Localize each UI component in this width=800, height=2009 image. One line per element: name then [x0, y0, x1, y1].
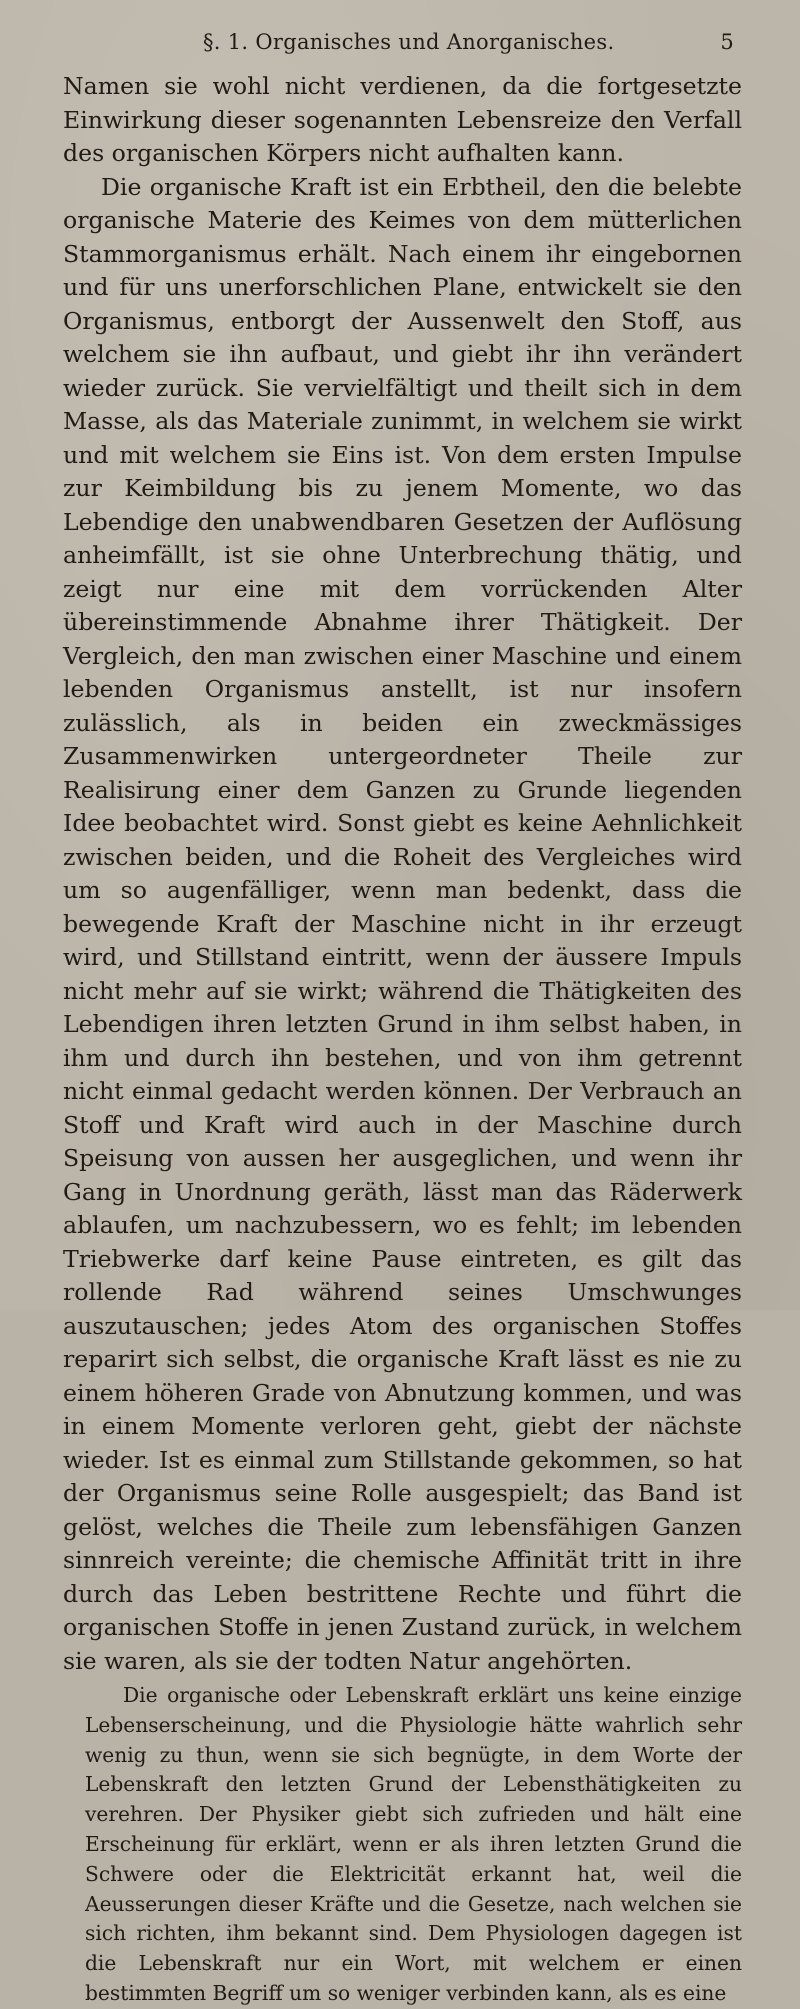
small-print-text — [63, 1681, 742, 2009]
paragraph-life-force: Die organische oder Lebenskraft erklärt uns keine einzige Lebenserscheinung, und die Physiologie hätte wahrlich sehr wenig zu thun, wenn sie sich begnügte, in dem Worte der Lebenskraft den letzten Grund der Lebensthätigkeiten zu verehren. Der Physiker giebt sich zufrieden und hält eine Erscheinung für erklärt, wenn er als ihren letzten Grund die Schwere oder die Elektricität erkannt hat, weil die Aeusserungen dieser Kräfte und die Gesetze, nach welchen sie sich richten, ihm bekannt sind. Dem Physiologen dagegen ist die Lebenskraft nur ein Wort, mit welchem er einen bestimmten Begriff um so weniger verbinden kann, als es eine — [85, 1683, 742, 2005]
paragraph-organic-force: Die organische Kraft ist ein Erbtheil, den die belebte organische Materie des Keimes von dem mütterlichen Stammorganismus erhält. Nach einem ihr eingebornen und für uns unerforschlichen Plane, entwickelt sie den Organismus, entborgt der Aussenwelt den Stoff, aus welchem sie ihn aufbaut, und giebt ihr ihn verändert wieder zurück. Sie vervielfältigt und theilt sich in dem Masse, als das Materiale zunimmt, in welchem sie wirkt und mit welchem sie Eins ist. Von dem ersten Impulse zur Keimbildung bis zu jenem Momente, wo das Lebendige den unabwendbaren Gesetzen der Auflösung anheimfällt, ist sie ohne Unterbrechung thätig, und zeigt nur eine mit dem vorrückenden Alter übereinstimmende Abnahme ihrer Thätigkeit. Der Vergleich, den man zwischen einer Maschine und einem lebenden Organismus anstellt, ist nur insofern zulässlich, als in beiden ein zweckmässiges Zusammenwirken untergeordneter Theile zur Realisirung einer dem Ganzen zu Grunde liegenden Idee beobachtet wird. Sonst giebt es keine Aehnlichkeit zwischen beiden, und die Roheit des Vergleiches wird um so augenfälliger, wenn man bedenkt, dass die bewegende Kraft der Maschine nicht in ihr erzeugt wird, und Stillstand eintritt, wenn der äussere Impuls nicht mehr auf sie wirkt; während die Thätigkeiten des Lebendigen ihren letzten Grund in ihm selbst haben, in ihm und durch ihn bestehen, und von ihm getrennt nicht einmal gedacht werden können. Der Verbrauch an Stoff und Kraft wird auch in der Maschine durch Speisung von aussen her ausgeglichen, und wenn ihr Gang in Unordnung geräth, lässt man das Räderwerk ablaufen, um nachzubessern, wo es fehlt; im lebenden Triebwerke darf keine Pause eintreten, es gilt das rollende Rad während seines Umschwunges auszutauschen; jedes Atom des organischen Stoffes reparirt sich selbst, die organische Kraft lässt es nie zu einem höheren Grade von Abnutzung kommen, und was in einem Momente verloren geht, giebt der nächste wieder. Ist es einmal zum Stillstande gekommen, so hat der Organismus seine Rolle ausgespielt; das Band ist gelöst, welches die Theile zum lebensfähigen Ganzen sinnreich vereinte; die chemische Affinität tritt in ihre durch das Leben bestrittene Rechte und führt die organischen Stoffe in jenen Zustand zurück, in welchem sie waren, als sie der todten Natur angehörten. — [63, 172, 742, 1675]
paragraph-continued: Namen sie wohl nicht verdienen, da die fortgesetzte Einwirkung dieser sogenannten Lebensreize den Verfall des organischen Körpers nicht aufhalten kann. — [63, 72, 742, 167]
main-text — [63, 70, 742, 1678]
section-title: §. 1. Organisches und Anorganisches. — [203, 30, 615, 54]
page-number: 5 — [720, 30, 734, 54]
running-head — [63, 30, 742, 70]
